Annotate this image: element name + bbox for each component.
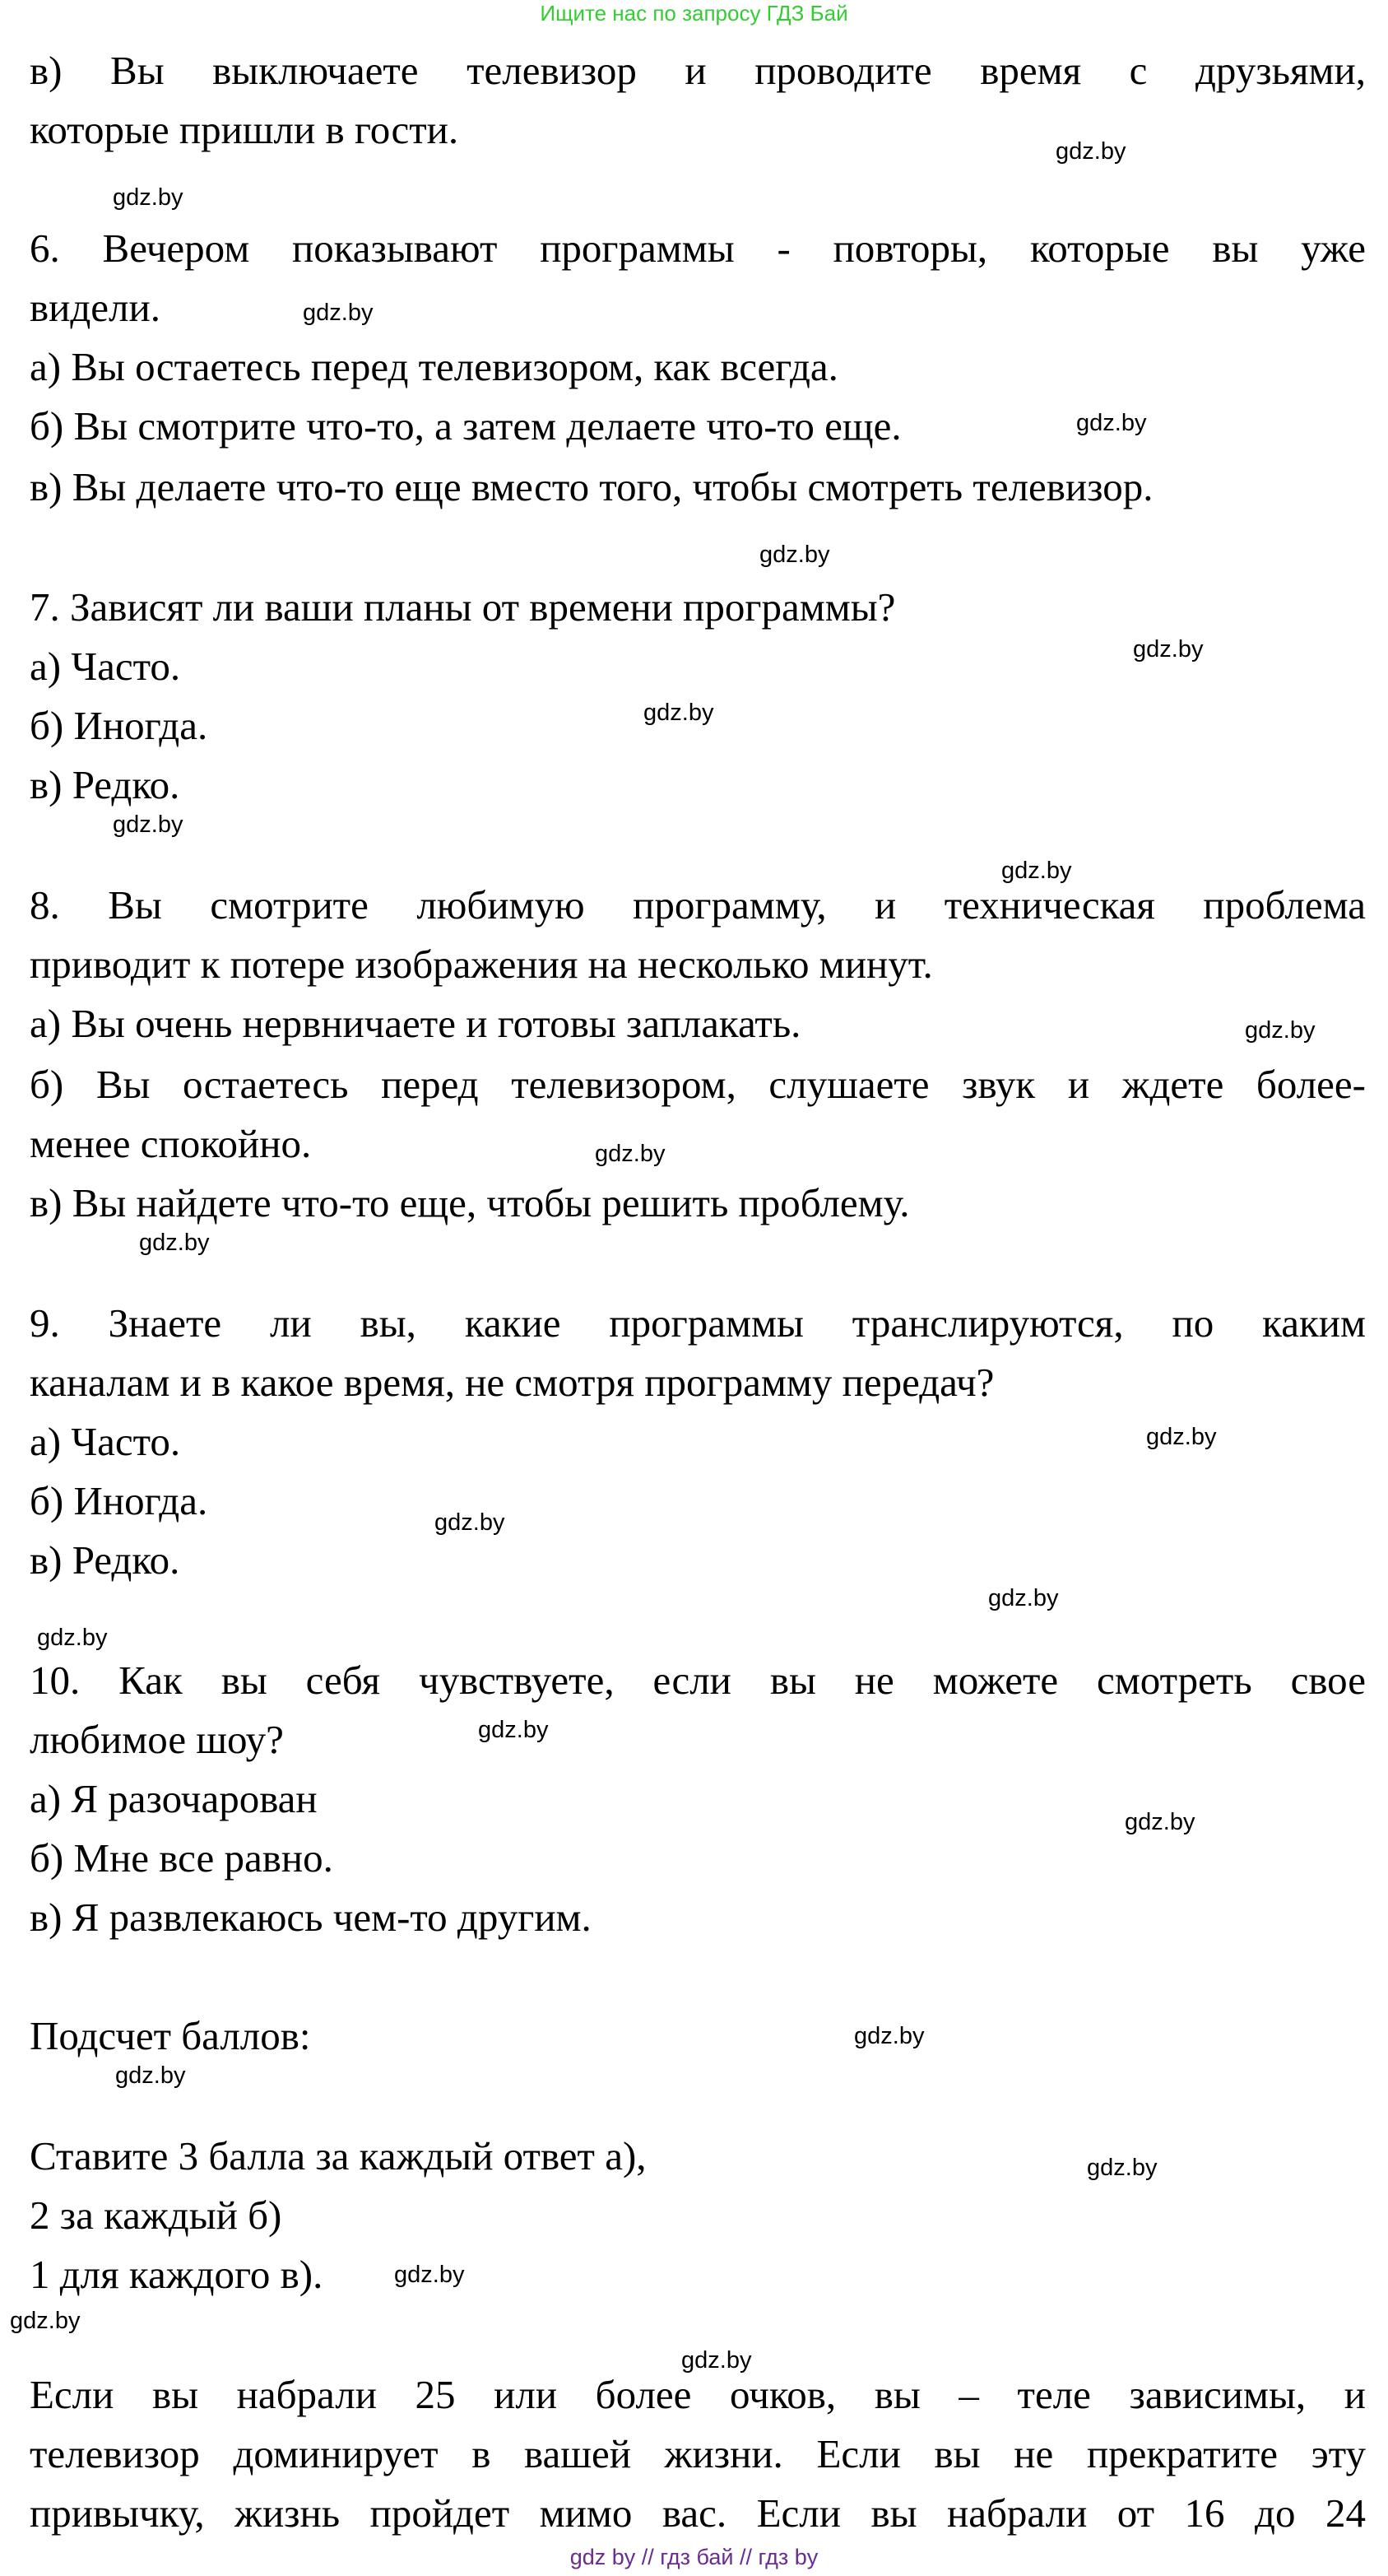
scoring-rule-v: 1 для каждого в).	[30, 2252, 323, 2297]
question-6-cont: видели.	[30, 285, 160, 330]
answer-10a: а) Я разочарован	[30, 1776, 318, 1821]
watermark: gdz.by	[394, 2262, 465, 2288]
watermark: gdz.by	[115, 2062, 186, 2089]
question-10-cont: любимое шоу?	[30, 1717, 284, 1762]
watermark: gdz.by	[988, 1585, 1059, 1611]
answer-6a: а) Вы остаетесь перед телевизором, как всегда.	[30, 344, 838, 389]
question-10: 10. Как вы себя чувствуете, если вы не можете смотреть свое	[30, 1658, 1366, 1703]
watermark: gdz.by	[37, 1625, 108, 1651]
answer-5v-cont: которые пришли в гости.	[30, 107, 459, 152]
watermark: gdz.by	[854, 2023, 925, 2049]
watermark: gdz.by	[434, 1509, 505, 1536]
question-9: 9. Знаете ли вы, какие программы транслируются, по каким	[30, 1300, 1366, 1346]
watermark: gdz.by	[681, 2347, 752, 2374]
scoring-rule-a: Ставите 3 балла за каждый ответ а),	[30, 2133, 647, 2178]
watermark: gdz.by	[643, 700, 714, 726]
watermark: gdz.by	[759, 542, 830, 568]
result-paragraph-line-3: привычку, жизнь пройдет мимо вас. Если вы набрали от 16 до 24	[30, 2490, 1366, 2536]
footer-links[interactable]: gdz by // гдз бай // гдз by	[569, 2545, 819, 2569]
question-8: 8. Вы смотрите любимую программу, и техническая проблема	[30, 882, 1366, 928]
watermark: gdz.by	[478, 1717, 549, 1743]
question-9-cont: каналам и в какое время, не смотря программу передач?	[30, 1360, 995, 1405]
watermark: gdz.by	[1245, 1017, 1316, 1044]
watermark: gdz.by	[1146, 1424, 1217, 1450]
watermark: gdz.by	[1133, 636, 1204, 663]
result-paragraph-line-1: Если вы набрали 25 или более очков, вы – теле зависимы, и	[30, 2372, 1366, 2417]
question-8-cont: приводит к потере изображения на несколько минут.	[30, 942, 933, 987]
watermark: gdz.by	[1087, 2155, 1158, 2181]
answer-7v: в) Редко.	[30, 762, 180, 807]
answer-10b: б) Мне все равно.	[30, 1835, 333, 1881]
watermark: gdz.by	[113, 811, 183, 838]
answer-6b: б) Вы смотрите что-то, а затем делаете что-то еще.	[30, 403, 902, 449]
watermark: gdz.by	[595, 1141, 666, 1167]
watermark: gdz.by	[10, 2308, 81, 2334]
answer-7a: а) Часто.	[30, 644, 181, 689]
answer-9a: а) Часто.	[30, 1419, 181, 1464]
answer-8b-cont: менее спокойно.	[30, 1121, 312, 1166]
answer-8a: а) Вы очень нервничаете и готовы заплакать.	[30, 1001, 801, 1046]
watermark: gdz.by	[139, 1230, 210, 1256]
answer-8v: в) Вы найдете что-то еще, чтобы решить проблему.	[30, 1180, 910, 1225]
answer-7b: б) Иногда.	[30, 703, 208, 748]
watermark: gdz.by	[1076, 410, 1147, 436]
answer-5v: в) Вы выключаете телевизор и проводите время с друзьями,	[30, 48, 1366, 93]
search-hint-link[interactable]: Ищите нас по запросу ГДЗ Бай	[540, 1, 848, 26]
question-6: 6. Вечером показывают программы - повторы, которые вы уже	[30, 226, 1366, 271]
answer-6v: в) Вы делаете что-то еще вместо того, чтобы смотреть телевизор.	[30, 464, 1154, 509]
scoring-heading: Подсчет баллов:	[30, 2013, 311, 2058]
answer-9b: б) Иногда.	[30, 1478, 208, 1523]
watermark: gdz.by	[1125, 1809, 1195, 1835]
result-paragraph-line-2: телевизор доминирует в вашей жизни. Если вы не прекратите эту	[30, 2431, 1366, 2476]
watermark: gdz.by	[1001, 858, 1072, 884]
scoring-rule-b: 2 за каждый б)	[30, 2192, 282, 2238]
answer-10v: в) Я развлекаюсь чем-то другим.	[30, 1895, 592, 1940]
watermark: gdz.by	[303, 300, 374, 326]
answer-9v: в) Редко.	[30, 1537, 180, 1583]
watermark: gdz.by	[1056, 138, 1126, 165]
question-7: 7. Зависят ли ваши планы от времени программы?	[30, 584, 896, 630]
watermark: gdz.by	[113, 184, 183, 211]
answer-8b: б) Вы остаетесь перед телевизором, слушаете звук и ждете более-	[30, 1062, 1366, 1107]
